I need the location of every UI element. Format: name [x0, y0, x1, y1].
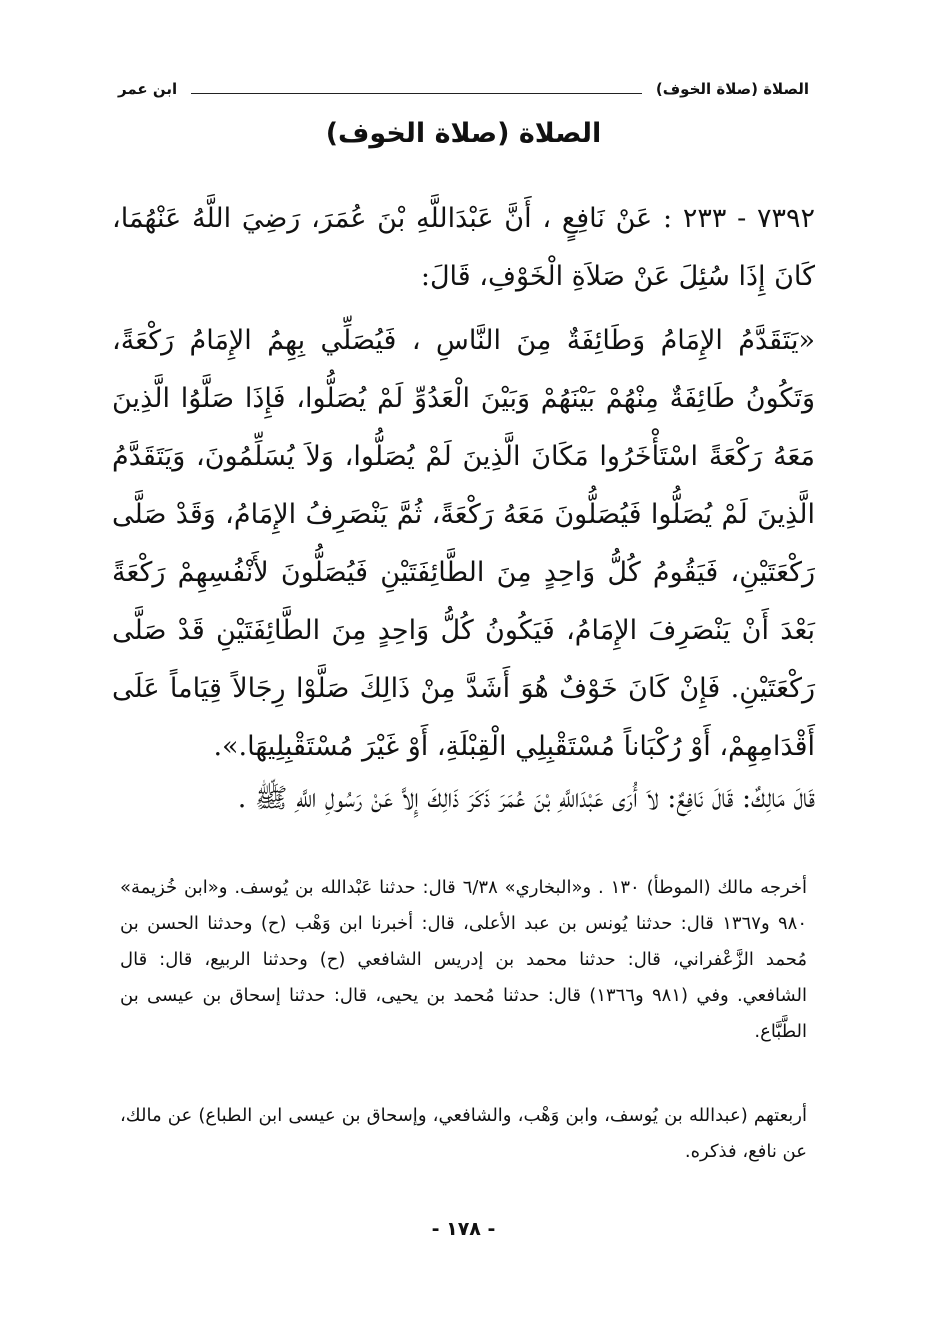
takhrij-footnote: أخرجه مالك (الموطأ) ١٣٠ . و«البخاري» ٦/٣٨ قال: حدثنا عَبْدالله بن يُوسف. و«ابن خُزيمة» ٩٨٠ و١٣٦٧ قال: حدثنا يُونس بن عبد الأعلى، قال: أخبرنا ابن وَهْب (ح) وحدثنا الحسن بن مُحمد الزَّعْفراني، قال: حدثنا محمد بن إدريس الشافعي (ح) وحدثنا الربيع، قال: قال الشافعي. وفي (٩٨١ و١٣٦٦) قال: حدثنا مُحمد بن يحيى، قال: حدثنا إسحاق بن عيسى بن الطَّبَّاع.: [120, 877, 808, 1042]
hadith-number: ٧٣٩٢ - ٢٣٣ :: [663, 203, 815, 234]
hadith-intro-paragraph: [112, 190, 815, 306]
hadith-isnad: عَنْ نَافِعٍ ، أَنَّ عَبْدَاللَّهِ بْنَ عُمَرَ، رَضِيَ اللَّهُ عَنْهُمَا، كَانَ إِذَا سُئِلَ عَنْ صَلاَةِ الْخَوْفِ، قَالَ:: [112, 203, 815, 292]
page-number: - ١٧٨ -: [431, 1218, 496, 1240]
header-rule: [191, 93, 642, 94]
summary-footnote: أربعتهم (عبدالله بن يُوسف، وابن وَهْب، والشافعي، وإسحاق بن عيسى ابن الطباع) عن مالك، عن نافع، فذكره.: [120, 1105, 807, 1162]
header-section-title: الصلاة (صلاة الخوف): [655, 80, 809, 98]
chapter-title: الصلاة (صلاة الخوف): [325, 118, 602, 149]
malik-note-paragraph: قَالَ مَالِكٌ: قَالَ نَافِعٌ: لاَ أُرَى عَبْدَاللَّهِ بْنَ عُمَرَ ذَكَرَ ذَالِكَ إِلاَّ عَنْ رَسُولِ اللَّهِ ﷺ .: [237, 783, 815, 814]
hadith-matn-paragraph: «يَتَقَدَّمُ الإِمَامُ وَطَائِفَةٌ مِنَ النَّاسِ ، فَيُصَلِّي بِهِمُ الإِمَامُ رَكْعَةً، وَتَكُونُ طَائِفَةٌ مِنْهُمْ بَيْنَهُمْ وَبَيْنَ الْعَدُوِّ لَمْ يُصَلُّوا، فَإِذَا صَلَّوُا الَّذِينَ مَعَهُ رَكْعَةً اسْتَأْخَرُوا مَكَانَ الَّذِينَ لَمْ يُصَلُّوا، وَلاَ يُسَلِّمُونَ، وَيَتَقَدَّمُ الَّذِينَ لَمْ يُصَلُّوا فَيُصَلُّونَ مَعَهُ رَكْعَةً، ثُمَّ يَنْصَرِفُ الإِمَامُ، وَقَدْ صَلَّى رَكْعَتَيْنِ، فَيَقُومُ كُلُّ وَاحِدٍ مِنَ الطَّائِفَتَيْنِ فَيُصَلُّونَ لأَنْفُسِهِمْ رَكْعَةً بَعْدَ أَنْ يَنْصَرِفَ الإِمَامُ، فَيَكُونُ كُلُّ وَاحِدٍ مِنَ الطَّائِفَتَيْنِ قَدْ صَلَّى رَكْعَتَيْنِ. فَإِنْ كَانَ خَوْفٌ هُوَ أَشَدَّ مِنْ ذَالِكَ صَلَّوْا رِجَالاً قِيَاماً عَلَى أَقْدَامِهِمْ، أَوْ رُكْبَاناً مُسْتَقْبِلِي الْقِبْلَةِ، أَوْ غَيْرَ مُسْتَقْبِلِيهَا.».: [112, 325, 815, 762]
running-header: [118, 74, 809, 104]
header-narrator: ابن عمر: [118, 80, 178, 98]
